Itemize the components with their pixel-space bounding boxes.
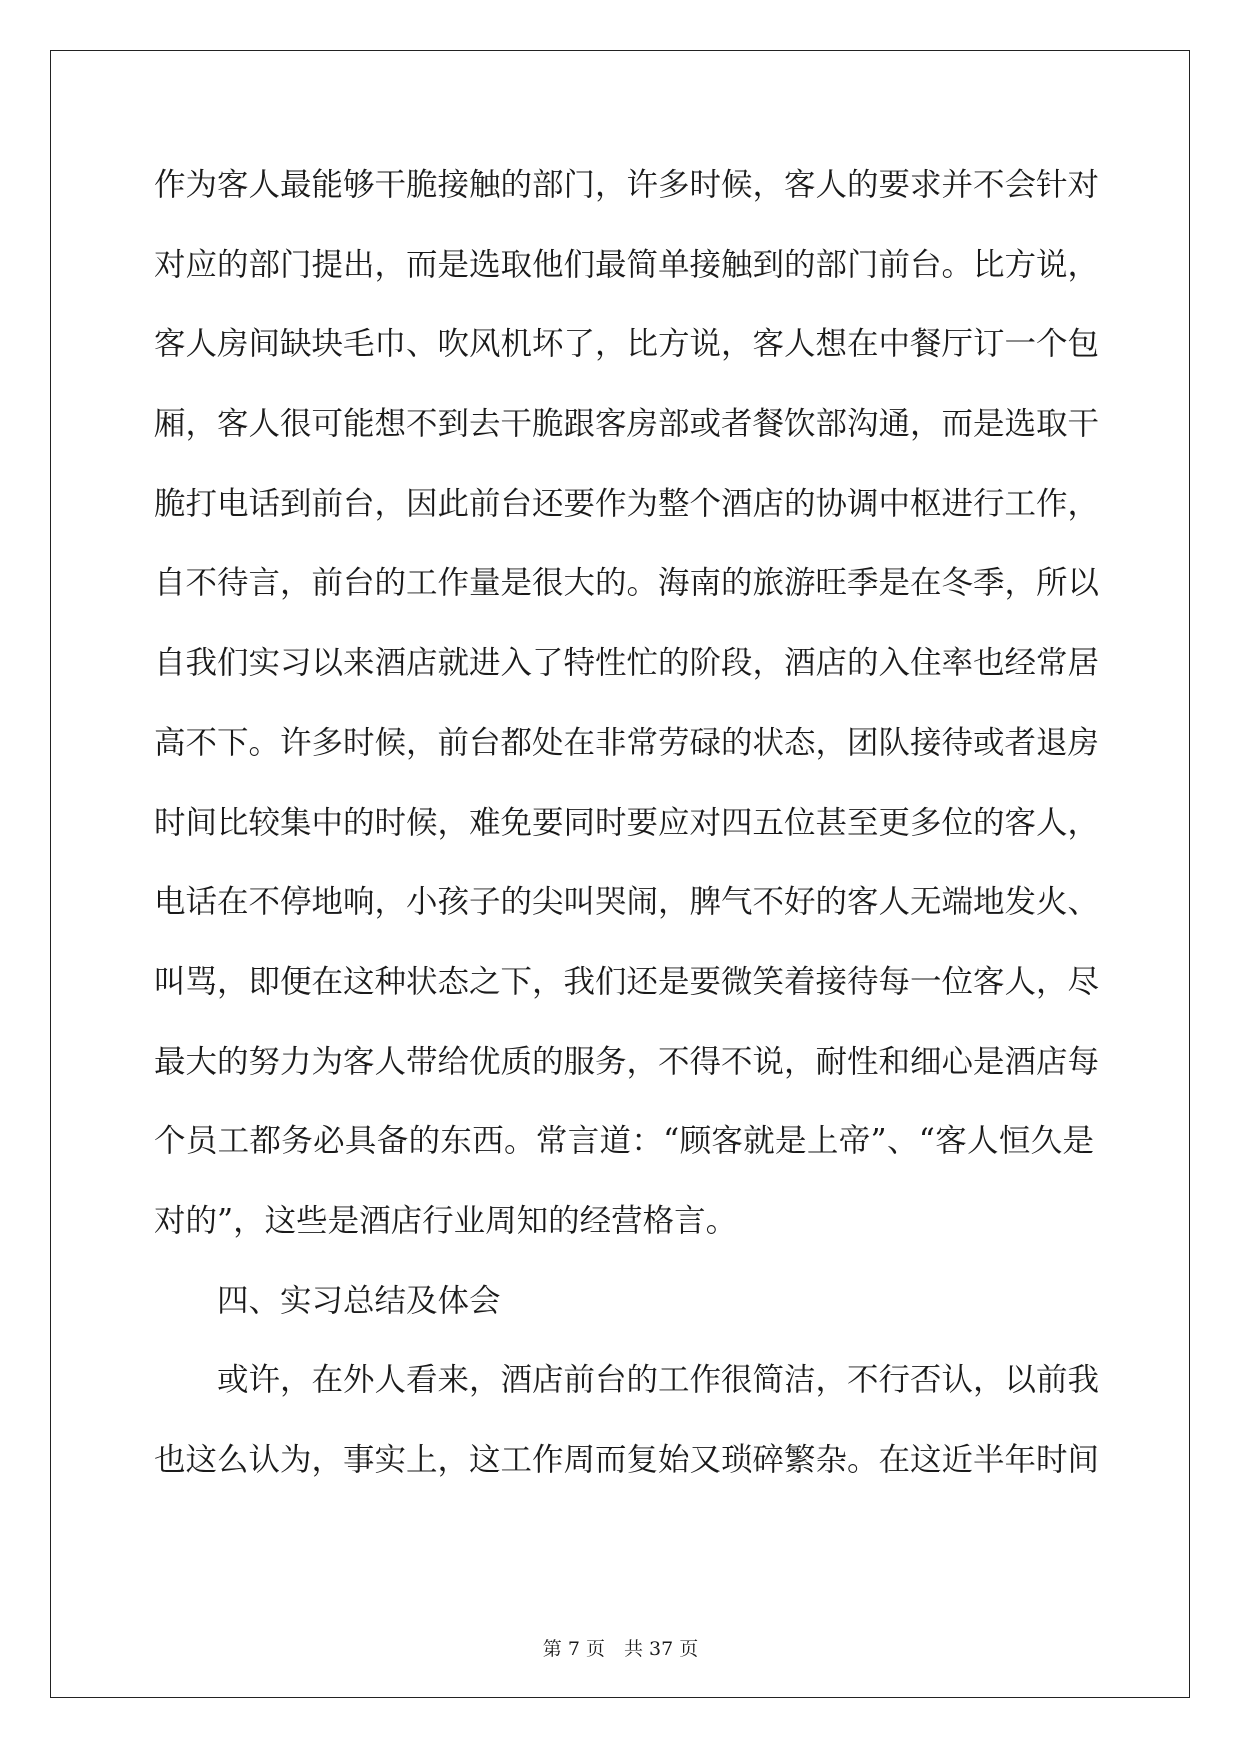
paragraph-line: 脆打电话到前台，因此前台还要作为整个酒店的协调中枢进行工作，	[154, 485, 1100, 522]
paragraph-line: 也这么认为，事实上，这工作周而复始又琐碎繁杂。在这近半年时间	[154, 1442, 1100, 1478]
paragraph-line: 高不下。许多时候，前台都处在非常劳碌的状态，团队接待或者退房	[154, 724, 1100, 761]
paragraph-line: 最大的努力为客人带给优质的服务，不得不说，耐性和细心是酒店每	[154, 1043, 1100, 1080]
document-body	[154, 160, 1100, 1515]
page-number-footer: 第 7 页 共 37 页	[542, 1638, 699, 1660]
paragraph-line: 或许，在外人看来，酒店前台的工作很简洁，不行否认，以前我	[217, 1362, 1100, 1399]
section-heading: 四、实习总结及体会	[217, 1282, 501, 1319]
paragraph-line: 对应的部门提出，而是选取他们最简单接触到的部门前台。比方说，	[154, 246, 1100, 283]
paragraph-line: 时间比较集中的时候，难免要同时要应对四五位甚至更多位的客人，	[154, 804, 1100, 841]
paragraph-line: 电话在不停地响，小孩子的尖叫哭闹，脾气不好的客人无端地发火、	[154, 884, 1100, 921]
paragraph-line: 自不待言，前台的工作量是很大的。海南的旅游旺季是在冬季，所以	[154, 565, 1100, 602]
paragraph-line: 作为客人最能够干脆接触的部门，许多时候，客人的要求并不会针对	[154, 167, 1100, 203]
paragraph-line: 厢，客人很可能想不到去干脆跟客房部或者餐饮部沟通，而是选取干	[154, 406, 1100, 443]
paragraph-line: 自我们实习以来酒店就进入了特性忙的阶段，酒店的入住率也经常居	[154, 645, 1100, 682]
paragraph-line: 叫骂，即便在这种状态之下，我们还是要微笑着接待每一位客人，尽	[154, 963, 1100, 1000]
paragraph-line: 客人房间缺块毛巾、吹风机坏了，比方说，客人想在中餐厅订一个包	[154, 326, 1100, 363]
paragraph-line: 个员工都务必具备的东西。常言道：“顾客就是上帝”、“客人恒久是	[154, 1123, 1094, 1160]
paragraph-line: 对的”，这些是酒店行业周知的经营格言。	[154, 1202, 738, 1239]
